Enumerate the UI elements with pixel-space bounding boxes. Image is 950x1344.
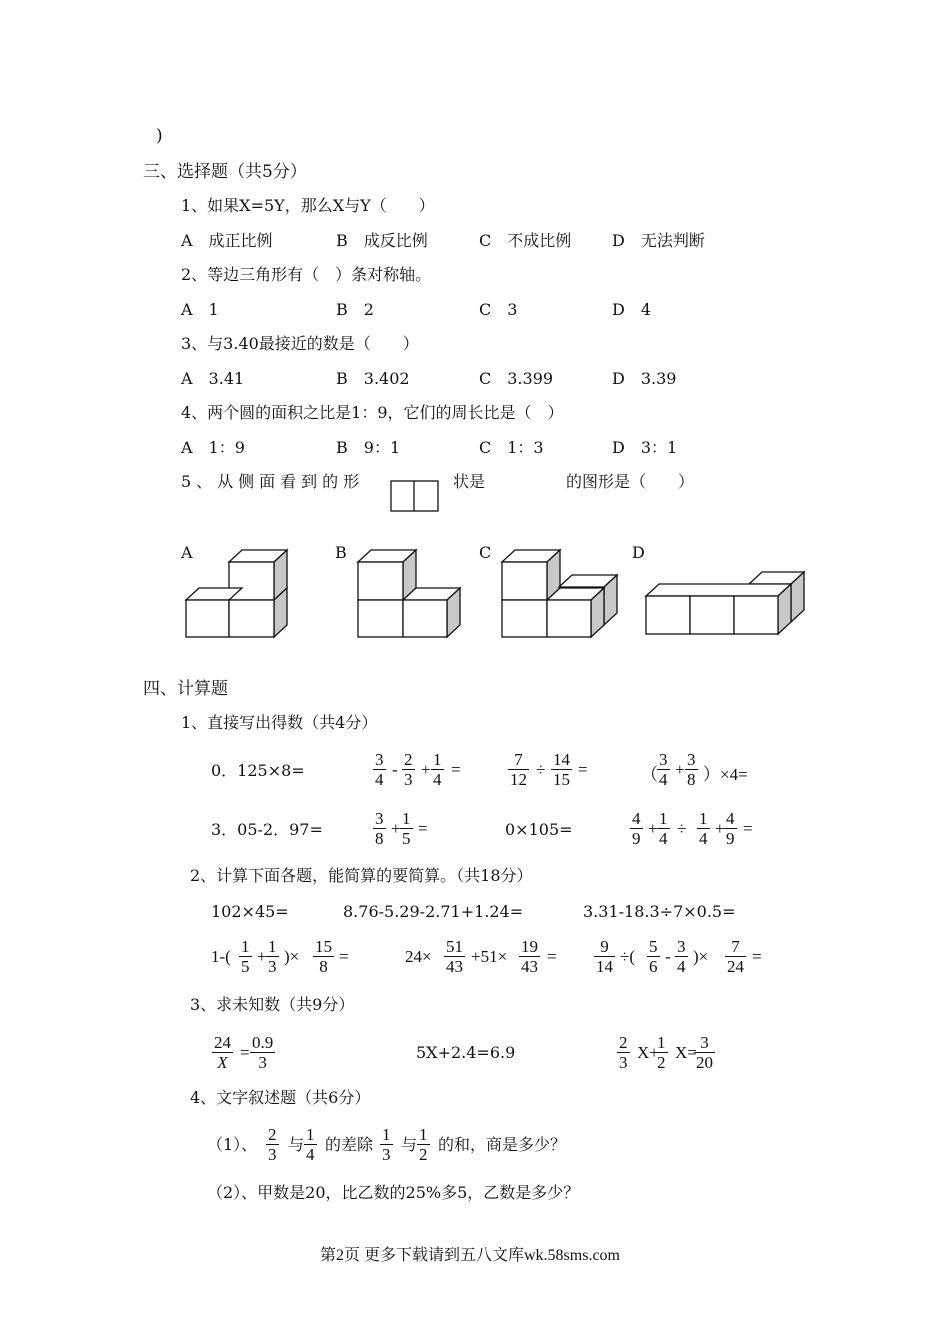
calc-p2-2: 8.76-5.29-2.71+1.24= — [343, 902, 524, 921]
p2-title: 2、计算下面各题，能简算的要简算。（共18分） — [190, 866, 533, 885]
q1-text: 1、如果X=5Y，那么X与Y（ ） — [181, 196, 435, 215]
cube-figure-d — [646, 572, 804, 634]
q3-option-c: C 3.399 — [479, 369, 554, 388]
q3-option-b: B 3.402 — [336, 369, 410, 388]
calc-2a: 3．05-2．97= — [211, 820, 323, 839]
q4-option-a: A 1：9 — [181, 438, 245, 457]
operator: = — [240, 1043, 250, 1062]
fraction: $\frac{15}{8}$ — [315, 937, 332, 976]
fraction: $\frac{0.9}{3}$ — [252, 1033, 274, 1072]
p3-title: 3、求未知数（共9分） — [190, 995, 355, 1014]
operator: )× — [284, 947, 300, 966]
operator: （ — [641, 765, 658, 784]
operator: + — [391, 819, 401, 838]
q4-option-b: B 9：1 — [336, 438, 401, 457]
fraction: $\frac{7}{12}$ — [510, 750, 527, 789]
fraction: $\frac{1}{2}$ — [657, 1033, 666, 1072]
q5-text-part1: 5、从侧面看到的形 — [181, 472, 365, 491]
operator: + — [648, 819, 658, 838]
fraction: $\frac{51}{43}$ — [446, 937, 463, 976]
q4-option-d: D 3：1 — [612, 438, 678, 457]
q1-option-d: D 无法判断 — [612, 231, 705, 250]
fraction: $\frac{1}{4}$ — [306, 1125, 315, 1164]
fraction: $\frac{4}{9}$ — [632, 809, 641, 848]
q2-option-a: A 1 — [181, 300, 219, 319]
word-problem-text: 的和，商是多少？ — [438, 1135, 567, 1154]
q5-label-c: C — [479, 543, 492, 562]
operator: X= — [675, 1043, 697, 1062]
fraction: $\frac{3}{4}$ — [375, 750, 384, 789]
continuation-paren: ) — [156, 126, 163, 146]
fraction: $\frac{2}{3}$ — [268, 1125, 277, 1164]
q3-text: 3、与3.40最接近的数是（ ） — [181, 334, 419, 353]
operator: ÷( — [620, 947, 635, 966]
fraction: $\frac{3}{8}$ — [375, 809, 384, 848]
q1-option-b: B 成反比例 — [336, 231, 428, 250]
fraction: $\frac{14}{15}$ — [553, 750, 570, 789]
q2-option-b: B 2 — [336, 300, 374, 319]
word-problem-2: （2）、甲数是20，比乙数的25%多5，乙数是多少？ — [207, 1183, 580, 1202]
operator: ）×4= — [703, 765, 748, 784]
p1-title: 1、直接写出得数（共4分） — [181, 713, 378, 732]
q1-option-c: C 不成比例 — [479, 231, 572, 250]
page-footer: 第2页 更多下载请到五八文库wk.58sms.com — [320, 1247, 621, 1264]
fraction: $\frac{2}{3}$ — [404, 750, 413, 789]
calc-p2-3: 3.31-18.3÷7×0.5= — [583, 902, 736, 921]
q4-option-c: C 1：3 — [479, 438, 544, 457]
fraction: $\frac{1}{4}$ — [659, 809, 668, 848]
operator: + — [421, 760, 431, 779]
operator: ÷ — [677, 819, 687, 838]
fraction: $\frac{24}{X}$ — [214, 1033, 231, 1072]
operator: = — [547, 947, 557, 966]
cube-figure-c — [502, 550, 617, 637]
operator: X+ — [637, 1043, 659, 1062]
operator: + — [257, 947, 267, 966]
q2-text: 2、等边三角形有（ ）条对称轴。 — [181, 265, 432, 284]
q5-label-d: D — [632, 543, 645, 562]
operator: +51× — [471, 947, 508, 966]
fraction: $\frac{2}{3}$ — [619, 1033, 628, 1072]
q4-text: 4、两个圆的面积之比是1：9，它们的周长比是（ ） — [181, 403, 564, 422]
fraction: $\frac{3}{20}$ — [696, 1033, 713, 1072]
operator: = — [418, 819, 428, 838]
q3-option-d: D 3.39 — [612, 369, 677, 388]
operator: ÷ — [536, 760, 546, 779]
q3-option-a: A 3.41 — [181, 369, 245, 388]
p4-title: 4、文字叙述题（共6分） — [190, 1088, 371, 1107]
fraction: $\frac{1}{5}$ — [402, 809, 411, 848]
operator: = — [451, 760, 461, 779]
q5-label-b: B — [335, 543, 347, 562]
word-problem-text: 的差除 — [325, 1135, 374, 1154]
fraction: $\frac{1}{3}$ — [382, 1125, 391, 1164]
fraction: $\frac{3}{8}$ — [687, 750, 696, 789]
operator: + — [715, 819, 725, 838]
fraction: $\frac{7}{24}$ — [727, 937, 744, 976]
fraction: $\frac{9}{14}$ — [596, 937, 613, 976]
operator: = — [578, 760, 588, 779]
cube-figure-b — [358, 550, 460, 637]
equation-b: 5X+2.4=6.9 — [416, 1043, 516, 1062]
q5-text-part3: 的图形是（ ） — [566, 472, 695, 491]
fraction: $\frac{1}{4}$ — [433, 750, 442, 789]
cube-figure-a — [186, 550, 287, 637]
fraction: $\frac{3}{4}$ — [677, 937, 686, 976]
word-problem-1-prefix: （1）、 — [207, 1135, 258, 1154]
operator: = — [752, 947, 762, 966]
fraction: $\frac{4}{9}$ — [726, 809, 735, 848]
operator: + — [675, 760, 685, 779]
calc-p2-1: 102×45= — [211, 902, 289, 921]
section4-title: 四、计算题 — [143, 679, 228, 699]
operator: - — [392, 760, 398, 779]
word-problem-text: 与 — [401, 1135, 418, 1154]
q5-label-a: A — [181, 543, 193, 562]
q1-option-a: A 成正比例 — [181, 231, 273, 250]
operator: = — [743, 819, 753, 838]
calc-1a: 0．125×8= — [211, 761, 305, 780]
fraction: $\frac{1}{2}$ — [419, 1125, 428, 1164]
fraction: $\frac{5}{6}$ — [649, 937, 658, 976]
operator: )× — [693, 947, 709, 966]
section3-title: 三、选择题（共5分） — [143, 162, 307, 182]
calc-2c: 0×105= — [505, 820, 573, 839]
q5-text-part2: 状是 — [453, 472, 486, 491]
fraction: $\frac{1}{4}$ — [699, 809, 708, 848]
operator: = — [339, 947, 349, 966]
word-problem-text: 与 — [288, 1135, 305, 1154]
fraction: $\frac{1}{3}$ — [268, 937, 277, 976]
operator: - — [665, 947, 671, 966]
fraction: $\frac{3}{4}$ — [659, 750, 668, 789]
fraction: $\frac{19}{43}$ — [521, 937, 538, 976]
operator: 24× — [405, 947, 432, 966]
q2-option-c: C 3 — [479, 300, 518, 319]
fraction: $\frac{1}{5}$ — [241, 937, 250, 976]
q2-option-d: D 4 — [612, 300, 652, 319]
operator: 1-( — [211, 947, 231, 966]
